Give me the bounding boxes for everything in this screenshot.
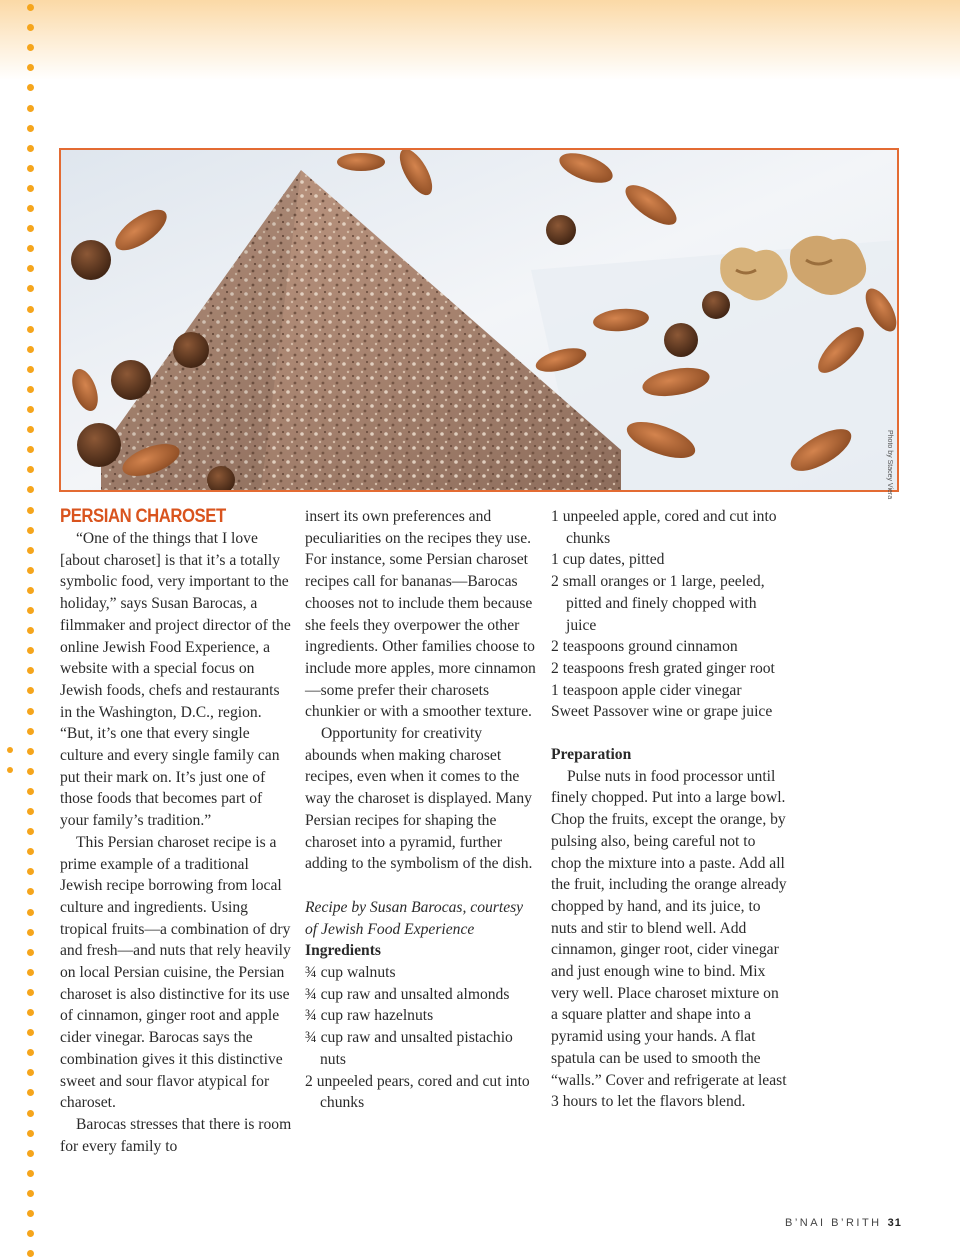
border-dot <box>27 326 34 333</box>
border-dot <box>27 306 34 313</box>
border-dot <box>27 44 34 51</box>
border-dot <box>27 929 34 936</box>
photo-credit: Photo by Stacey Viera <box>886 430 893 500</box>
border-dot <box>27 728 34 735</box>
ingredient-item: ¾ cup walnuts <box>305 964 396 982</box>
border-dot <box>27 909 34 916</box>
border-dot <box>27 848 34 855</box>
border-dot <box>27 1230 34 1237</box>
ingredient-item: ¾ cup raw hazelnuts <box>305 1007 434 1025</box>
border-dot <box>27 687 34 694</box>
ingredient-item: 2 teaspoons fresh grated ginger root <box>551 659 775 677</box>
border-dot <box>27 125 34 132</box>
border-dot <box>27 868 34 875</box>
ingredient-item: 2 teaspoons ground cinnamon <box>551 638 738 656</box>
border-dot <box>27 1110 34 1117</box>
border-dot <box>27 667 34 674</box>
dotted-border <box>27 0 37 1260</box>
article-column-1 <box>60 506 292 1157</box>
border-dot <box>27 627 34 634</box>
recipe-column-3 <box>551 506 787 1113</box>
border-dot <box>27 165 34 172</box>
ingredient-item: 1 cup dates, pitted <box>551 551 665 569</box>
border-dot <box>27 708 34 715</box>
article-paragraph: Barocas stresses that there is room for every family to <box>60 1115 292 1155</box>
article-column-2 <box>305 506 537 1114</box>
border-dot <box>27 828 34 835</box>
border-dot <box>27 486 34 493</box>
border-dot <box>27 145 34 152</box>
article-paragraph: Opportunity for creativity abounds when making charoset recipes, even when it comes to the way the charoset is displayed. Many Persian recipes for shaping the charoset into a pyramid, further adding to the symbolism of the dish. <box>305 725 533 873</box>
border-dot <box>27 1029 34 1036</box>
border-dot <box>27 185 34 192</box>
border-dot <box>27 1049 34 1056</box>
border-dot <box>27 245 34 252</box>
border-dot <box>27 205 34 212</box>
border-dot <box>27 1170 34 1177</box>
preparation-heading: Preparation <box>551 746 632 764</box>
border-dot <box>27 607 34 614</box>
ingredient-item: 2 small oranges or 1 large, peeled, pitted and finely chopped with juice <box>551 573 765 634</box>
border-dot <box>27 265 34 272</box>
border-dot <box>27 446 34 453</box>
border-dot <box>27 4 34 11</box>
page-footer <box>785 1217 902 1229</box>
page-number: 31 <box>887 1217 902 1229</box>
ingredient-item: 1 teaspoon apple cider vinegar <box>551 681 742 699</box>
border-dot <box>27 1210 34 1217</box>
border-dot <box>27 406 34 413</box>
border-dot <box>27 587 34 594</box>
border-dot <box>27 64 34 71</box>
border-dot <box>27 1089 34 1096</box>
preparation-text: Pulse nuts in food processor until finely chopped. Put into a large bowl. Chop the fruits, except the orange, by pulsing also, being careful not to chop the mixture into a paste. Add all the fruit, including the orange already chopped by hand, and its juice, to nuts and stir to blend well. Add cinnamon, ginger root, cider vinegar and just enough wine to bind. Mix very well. Place charoset mixture on a square platter and shape into a pyramid using your hands. A flat spatula can be used to smooth the “walls.” Cover and refrigerate at least 3 hours to let the flavors blend. <box>551 767 787 1111</box>
border-dot <box>27 989 34 996</box>
border-dot <box>27 1130 34 1137</box>
border-dot <box>27 466 34 473</box>
ingredient-item: ¾ cup raw and unsalted pistachio nuts <box>305 1029 513 1068</box>
border-dot <box>27 386 34 393</box>
border-dot <box>27 768 34 775</box>
ingredient-item: Sweet Passover wine or grape juice <box>551 703 773 721</box>
border-dot <box>27 748 34 755</box>
publication-name: B’NAI B’RITH <box>785 1217 882 1229</box>
ingredient-item: 1 unpeeled apple, cored and cut into chunks <box>551 508 777 547</box>
ingredients-heading: Ingredients <box>305 942 381 960</box>
border-dot <box>27 647 34 654</box>
article-title: PERSIAN CHAROSET <box>60 506 226 527</box>
border-dot <box>27 507 34 514</box>
border-dot <box>27 1009 34 1016</box>
border-dot <box>27 84 34 91</box>
border-dot <box>27 366 34 373</box>
article-paragraph: This Persian charoset recipe is a prime example of a traditional Jewish recipe borrowing from local culture and ingredients. Using tropical fruits—a combination of dry and fresh—and nuts that rely heavily on local Persian cuisine, the Persian charoset is also distinctive for its use of cinnamon, ginger root and apple cider vinegar. Barocas says the combination gives it this distinctive sweet and sour flavor atypical for charoset. <box>60 833 291 1112</box>
border-dot <box>27 1250 34 1257</box>
ingredient-item: ¾ cup raw and unsalted almonds <box>305 985 510 1003</box>
border-dot <box>27 1069 34 1076</box>
border-dot <box>27 527 34 534</box>
border-dot <box>27 346 34 353</box>
border-dot <box>27 285 34 292</box>
border-dot <box>27 888 34 895</box>
border-dot <box>27 567 34 574</box>
border-dot <box>27 788 34 795</box>
recipe-credit: Recipe by Susan Barocas, courtesy of Jewish Food Experience <box>305 898 524 938</box>
charoset-photo <box>59 148 899 500</box>
border-dot <box>27 24 34 31</box>
article-paragraph: “One of the things that I love [about charoset] is that it’s a totally symbolic food, very important to the holiday,” says Susan Barocas, a filmmaker and project director of the online Jewish Food Experience, a website with a special focus on Jewish foods, chefs and restaurants in the Washington, D.C., region. “But, it’s one that every single culture and every single family can put their mark on. It’s just one of those foods that becomes part of your family’s tradition.” <box>60 530 291 830</box>
border-dot <box>27 547 34 554</box>
side-dot <box>7 767 13 773</box>
border-dot <box>27 1190 34 1197</box>
border-dot <box>27 1150 34 1157</box>
border-dot <box>27 225 34 232</box>
article-paragraph: insert its own preferences and peculiarities on the recipes they use. For instance, some Persian charoset recipes call for bananas—Barocas chooses not to include them because she feels they overpower the other ingredients. Other families choose to include more apples, more cinnamon—some prefer their charosets chunkier or with a smoother texture. <box>305 508 536 721</box>
border-dot <box>27 969 34 976</box>
side-dot <box>7 747 13 753</box>
ingredient-item: 2 unpeeled pears, cored and cut into chunks <box>305 1072 530 1112</box>
top-gradient-band <box>0 0 960 80</box>
border-dot <box>27 808 34 815</box>
border-dot <box>27 105 34 112</box>
border-dot <box>27 426 34 433</box>
border-dot <box>27 949 34 956</box>
